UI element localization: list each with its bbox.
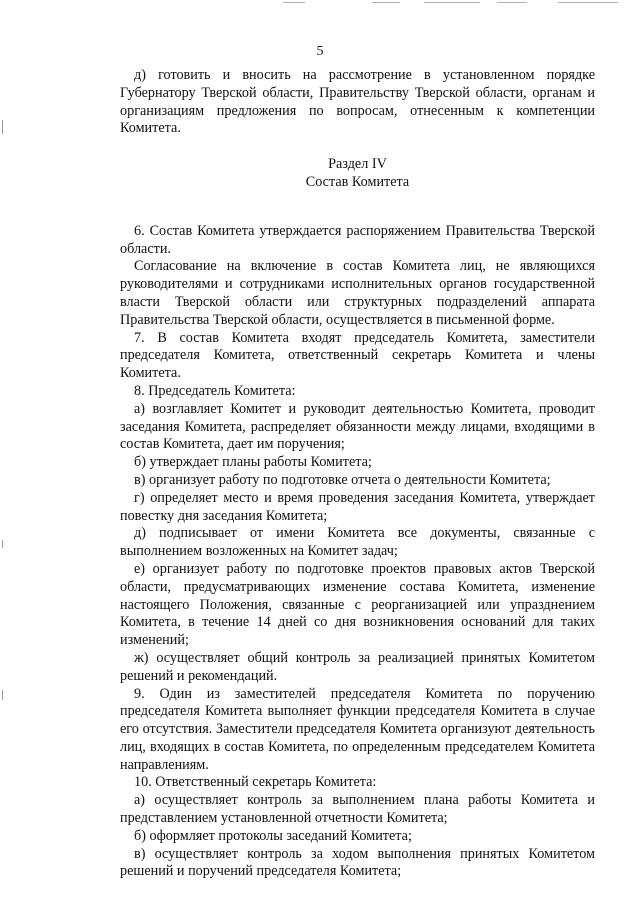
paragraph: б) оформляет протоколы заседаний Комитета; [134,827,412,844]
paragraph: 9. Один из заместителей председателя Комитета по поручению председателя Комитета выполняет функции председателя Комитета в случае его отсутствия. Заместители председателя Комитета организуют деятельность лиц, входящих в состав Комитета, по определенным председателем Комитета направлениям. [120,685,595,773]
paragraph: а) осуществляет контроль за выполнением плана работы Комитета и представлением установленной отчетности Комитета; [120,792,595,827]
document-body [120,67,595,881]
paragraph-d: д) готовить и вносить на рассмотрение в установленном порядке Губернатору Тверской области, Правительству Тверской области, органам и организациям предложения по вопросам, отнесенным к компетенции Комитета. [120,67,595,137]
paragraph: в) организует работу по подготовке отчета о деятельности Комитета; [134,471,551,488]
paragraph: а) возглавляет Комитет и руководит деятельностью Комитета, проводит заседания Комитета, распределяет обязанности между лицами, входящими в состав Комитета, дает им поручения; [120,400,595,453]
scan-artifact-edge-2 [2,540,3,548]
paragraph: 7. В состав Комитета входят председатель Комитета, заместители председателя Комитета, ответственный секретарь Комитета и члены Комитета. [120,329,595,382]
scan-artifact-top-1 [283,2,305,3]
paragraph: в) осуществляет контроль за ходом выполнения принятых Комитетом решений и поручений председателя Комитета; [120,845,595,880]
section-name: Состав Комитета [305,173,410,190]
paragraph: 6. Состав Комитета утверждается распоряжением Правительства Тверской области. [120,222,595,257]
paragraph: 10. Ответственный секретарь Комитета: [134,774,377,791]
paragraph: ж) осуществляет общий контроль за реализацией принятых Комитетом решений и рекомендаций. [120,649,595,684]
paragraph: г) определяет место и время проведения заседания Комитета, утверждает повестку дня заседания Комитета; [120,489,595,524]
paragraph: б) утверждает планы работы Комитета; [134,454,372,471]
page-number: 5 [316,44,324,59]
paragraph: д) подписывает от имени Комитета все документы, связанные с выполнением возложенных на Комитет задач; [120,525,595,560]
scan-artifact-edge-1 [2,120,3,134]
scan-artifact-edge-3 [2,690,3,700]
scan-artifact-top-3 [424,2,480,3]
paragraph: Согласование на включение в состав Комитета лиц, не являющихся руководителями и сотрудниками исполнительных органов государственной власти Тверской области или структурных подразделений аппарата Правительства Тверской области, осуществляется в письменной форме. [120,258,595,328]
paragraph: 8. Председатель Комитета: [134,382,296,399]
scan-artifact-top-4 [497,2,527,3]
scan-artifact-top-2 [372,2,400,3]
scan-artifact-top-5 [558,2,618,3]
section-title: Раздел IV [328,156,387,173]
paragraph: е) организует работу по подготовке проектов правовых актов Тверской области, предусматривающих изменение состава Комитета, изменение настоящего Положения, связанные с реорганизацией или упразднением Комитета, в течение 14 дней со дня возникновения оснований для таких изменений; [120,560,595,649]
